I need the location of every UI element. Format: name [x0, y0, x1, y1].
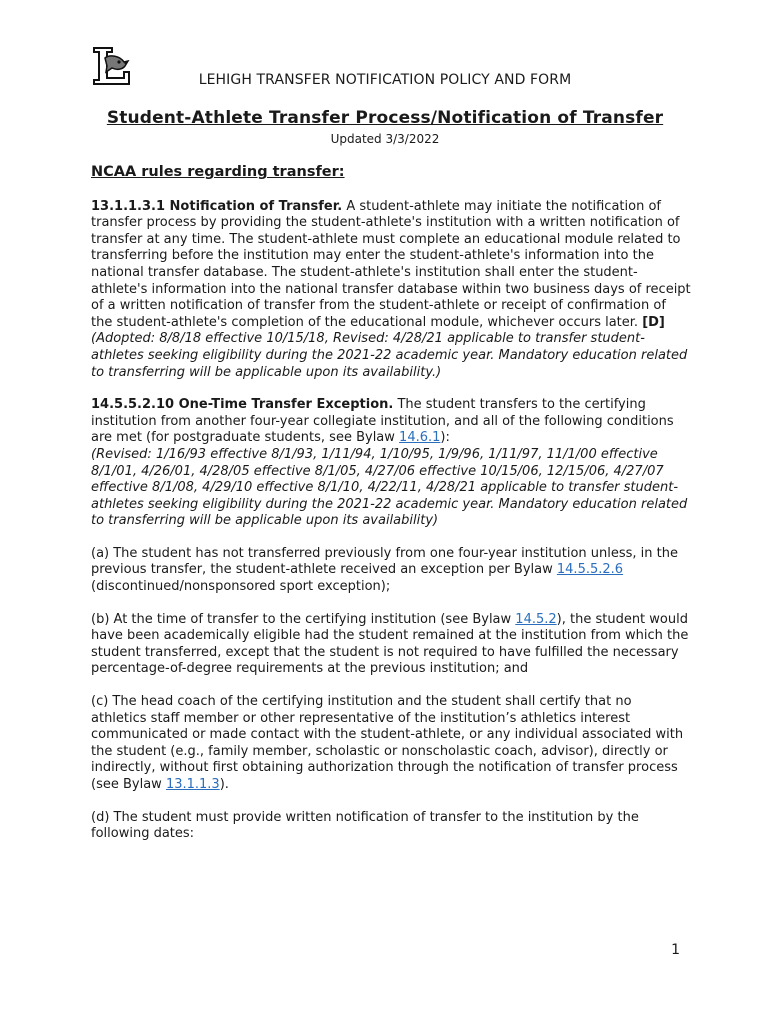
condition-text: (c) The head coach of the certifying institution and the student shall certify that no athletics staff member or other representative of the institution’s athletics interest communicated or made contact with the student-athlete, or any individual associated with the student (e.g., family member, scholastic or nonscholastic coach, advisor), directly or indirectly, without first obtaining authorization through the notification of transfer process (see Bylaw [91, 694, 684, 792]
condition-text: (discontinued/nonsponsored sport exception); [91, 579, 391, 595]
condition-c [91, 694, 691, 794]
page-title: Student-Athlete Transfer Process/Notification of Transfer [106, 108, 664, 128]
condition-text: (b) At the time of transfer to the certifying institution (see Bylaw [91, 611, 516, 627]
condition-d [91, 810, 691, 843]
condition-text: ). [219, 777, 229, 792]
page-number: 1 [671, 942, 680, 958]
paragraph-text: A student-athlete may initiate the notification of transfer process by providing the student-athlete's institution with a written notification of transfer at any time. The student-athlete must complete an educational module related to transferring before the institution may enter the student-athlete's information into the national transfer database. The student-athlete's institution shall enter the student-athlete's information into the national transfer database within two business days of receipt of a written notification of transfer from the student-athlete or receipt of confirmation of the student-athlete's completion of the educational module, whichever occurs later. [91, 198, 691, 330]
bylaw-link-14-5-5-2-6[interactable]: 14.5.5.2.6 [556, 562, 624, 578]
paragraph-text: The student transfers to the certifying institution from another four-year collegiate institution, and all of the following conditions are met (for postgraduate students, see Bylaw [91, 397, 674, 446]
division-tag: [D] [642, 314, 665, 330]
condition-text: (d) The student must provide written notification of transfer to the institution by the following dates: [91, 809, 639, 842]
header-title: LEHIGH TRANSFER NOTIFICATION POLICY AND FORM [198, 72, 572, 88]
updated-date: Updated 3/3/2022 [330, 132, 440, 146]
bylaw-link-14-6-1[interactable]: 14.6.1 [399, 430, 441, 446]
section-heading: NCAA rules regarding transfer: [91, 164, 345, 180]
condition-text: ), the student would have been academically eligible had the student remained at the institution from which the student transferred, except that the student is not required to have fulfilled the necessary percentage-of-degree requirements at the previous institution; and [91, 611, 689, 677]
paragraph-one-time-transfer-exception [91, 397, 691, 530]
condition-a [91, 546, 691, 596]
rule-number: 13.1.1.3.1 Notification of Transfer. [91, 198, 343, 214]
bylaw-link-14-5-2[interactable]: 14.5.2 [515, 611, 557, 627]
condition-b [91, 612, 691, 678]
condition-text: (a) The student has not transferred previously from one four-year institution unless, in the previous transfer, the student-athlete received an exception per Bylaw [91, 545, 678, 578]
rule-number: 14.5.5.2.10 One-Time Transfer Exception. [91, 397, 394, 413]
paragraph-text: ): [440, 430, 450, 446]
bylaw-link-13-1-1-3[interactable]: 13.1.1.3 [165, 777, 220, 792]
amendment-note: (Revised: 1/16/93 effective 8/1/93, 1/11/94, 1/10/95, 1/9/96, 1/11/97, 11/1/00 effective 8/1/01, 4/26/01, 4/28/05 effective 8/1/05, 4/27/06 effective 10/15/06, 12/15/06, 4/27/07 effective 8/1/08, 4/29/10 effective 8/1/10, 4/22/11, 4/28/21 applicable to transfer student-athletes seeking eligibility during the 2021-22 academic year. Mandatory education related to transferring will be applicable upon its availability) [91, 446, 688, 529]
paragraph-notification-of-transfer [91, 199, 691, 382]
amendment-note: (Adopted: 8/8/18 effective 10/15/18, Revised: 4/28/21 applicable to transfer student-athletes seeking eligibility during the 2021-22 academic year. Mandatory education related to transferring will be applicable upon its availability.) [91, 331, 688, 380]
document-body [91, 164, 691, 859]
